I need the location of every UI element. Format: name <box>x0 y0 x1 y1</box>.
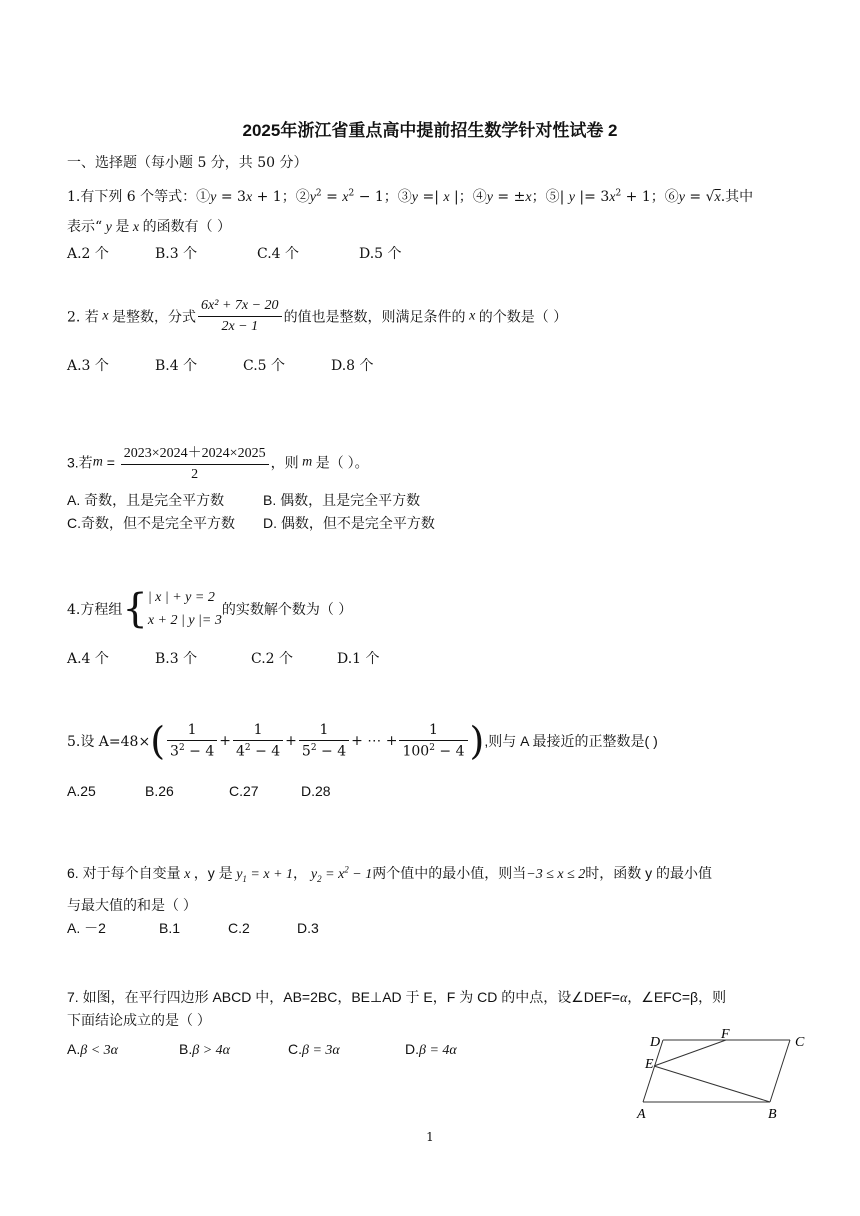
option-a: A. －2 <box>67 920 106 936</box>
question-7-line-2: 下面结论成立的是（ ） <box>67 1012 211 1028</box>
label-a: A <box>637 1107 646 1122</box>
option-d: D.28 <box>301 783 331 799</box>
question-2-stem: 2. 若 x 是整数，分式 $\frac{\text{6x² + 7x − 20}}{2x - 1}$ 的值也是整数，则满足条件的 x 的个数是（ ） <box>67 298 568 334</box>
option-a: A. 奇数，且是完全平方数 <box>67 492 225 508</box>
question-5-options <box>67 783 331 799</box>
option-c: C.奇数，但不是完全平方数 <box>67 515 235 531</box>
option-b: B.3 个 <box>155 651 198 667</box>
fraction: $\frac{2023\times 2024+2024\times 2025}{2}$ <box>121 442 269 483</box>
option-b: B.4 个 <box>155 358 198 374</box>
option-b: B.3 个 <box>155 246 198 262</box>
eq-1: ①y = 3x + 1；$②y^2 = x^2 - 1$；③y =| x |；④y = ±x；⑤| y |= $3x^2 + 1$；⑥y = √x <box>196 188 721 205</box>
label-b: B <box>768 1107 777 1122</box>
option-d: D.8 个 <box>331 358 374 374</box>
option-d: D.3 <box>297 920 319 936</box>
page-number: 1 <box>426 1130 434 1144</box>
question-1-line-1: 1.有下列 6 个等式：①y = 3x + 1；$②y^2 = x^2 - 1$；③y =| x |；④y = ±x；⑤| y |= $3x^2 + 1$；⑥y = √x.其中 <box>67 188 754 205</box>
option-d: D. 偶数，但不是完全平方数 <box>263 515 435 531</box>
question-2-options <box>67 355 374 375</box>
question-4-stem: 4.方程组{ | x | + y = 2 x + 2 | y |= 3 的实数解个数为（ ） <box>67 586 353 632</box>
option-c: C.5 个 <box>243 358 286 374</box>
line-ef <box>654 1040 726 1066</box>
label-d: D <box>650 1035 661 1050</box>
fraction-1: $\frac{1}{3^2 - 4}$ <box>167 722 217 760</box>
question-6-line-1: 6. 对于每个自变量 x ，y 是 $y_1 = x + 1$， $y_2 = x^2 - 1$两个值中的最小值，则当−3 ≤ x ≤ 2时，函数 y 的最小值 <box>67 864 713 884</box>
question-5-stem: 5.设 A=48×( $\frac{1}{3^2 - 4}$ + $\frac{1}{4^2 - 4}$ + $\frac{1}{5^2 - 4}$ + ⋯ + $\frac{1}{100^2 - 4}$ ),则与 A 最接近的正整数是( ) <box>67 719 658 763</box>
section-heading: 一、选择题（每小题 5 分，共 50 分） <box>67 155 308 171</box>
option-c: C.4 个 <box>257 246 300 262</box>
line-cb <box>770 1040 790 1102</box>
page-title: 2025年浙江省重点高中提前招生数学针对性试卷 2 <box>242 121 618 140</box>
question-1-options <box>67 243 402 263</box>
label-c: C <box>795 1035 805 1050</box>
option-a: A.4 个 <box>67 651 109 667</box>
label-f: F <box>721 1027 730 1042</box>
question-3-options-row-2 <box>67 513 435 533</box>
option-d: D.1 个 <box>337 651 380 667</box>
option-a: A.2 个 <box>67 246 109 262</box>
fraction-3: $\frac{1}{5^2 - 4}$ <box>299 722 349 760</box>
option-b: B.26 <box>145 783 174 799</box>
option-c: C.27 <box>229 783 259 799</box>
question-7-line-1: 7. 如图，在平行四边形 ABCD 中，AB=2BC，BE⊥AD 于 E，F 为 CD 的中点，设∠DEF=α，∠EFC=β，则 <box>67 989 727 1006</box>
option-b: B. 偶数，且是完全平方数 <box>263 492 421 508</box>
question-3-stem: 3.若m = $\frac{2023\times 2024+2024\times 2025}{2}$ ，则 m 是（ ）。 <box>67 442 369 483</box>
option-c: C.2 个 <box>251 651 294 667</box>
label-e: E <box>645 1057 654 1072</box>
question-6-line-2: 与最大值的和是（ ） <box>67 897 197 913</box>
question-3-options-row-1 <box>67 490 420 510</box>
option-a: A.25 <box>67 783 96 799</box>
question-7-options <box>67 1041 457 1059</box>
fraction: $\frac{\text{6x² + 7x − 20}}{2x - 1}$ <box>198 298 282 335</box>
fraction-4: $\frac{1}{100^2 - 4}$ <box>399 722 467 760</box>
option-b: B.1 <box>159 920 181 936</box>
question-1-line-2: 表示“ y 是 x 的函数有（ ） <box>67 219 232 235</box>
option-c: C.β = 3α <box>288 1041 340 1058</box>
option-d: D.β = 4α <box>405 1041 457 1058</box>
parallelogram-figure <box>630 1022 815 1124</box>
option-b: B.β > 4α <box>179 1041 231 1058</box>
equation-system: | x | + y = 2 x + 2 | y |= 3 <box>147 590 222 628</box>
option-d: D.5 个 <box>359 246 402 262</box>
question-6-options <box>67 918 319 938</box>
line-eb <box>654 1066 770 1102</box>
fraction-2: $\frac{1}{4^2 - 4}$ <box>233 722 283 760</box>
question-4-options <box>67 648 380 668</box>
option-c: C.2 <box>228 920 250 936</box>
option-a: A.3 个 <box>67 358 109 374</box>
option-a: A.β < 3α <box>67 1041 119 1058</box>
